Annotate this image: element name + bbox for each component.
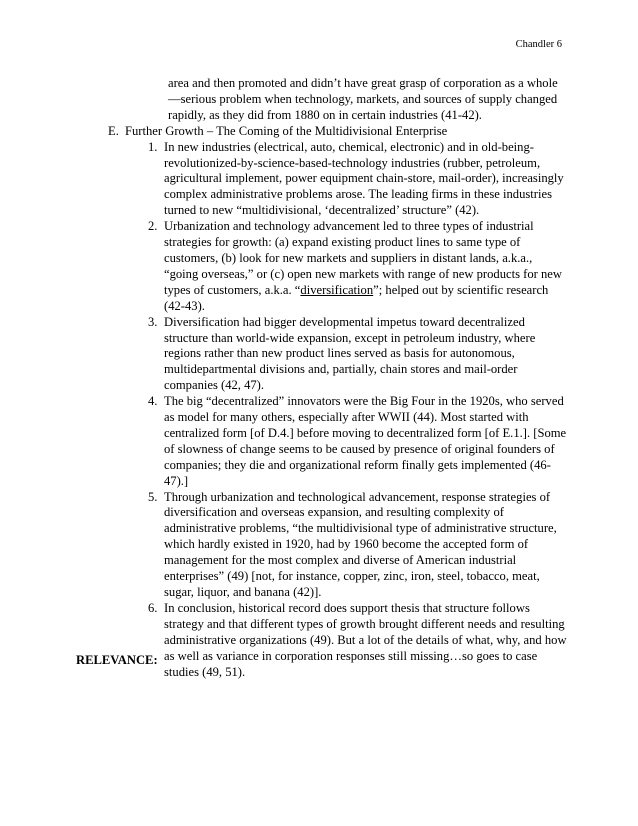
relevance-heading: RELEVANCE:: [76, 653, 158, 667]
carryover-paragraph: area and then promoted and didn’t have great grasp of corporation as a whole —serious problem when technology, markets, and sources of supply changed rapidly, as they did from 1880 on in certain industries (41-42).: [168, 76, 558, 122]
section-title: Further Growth – The Coming of the Multidivisional Enterprise: [125, 123, 448, 138]
document-body: [0, 76, 638, 680]
item-text-before: Urbanization and technology advancement led to three types of industrial strategies for growth: (a) expand existing product lines to same type of customers, (b) look for new markets and suppliers in distant lands, a.k.a., “going overseas,” or (c) open new markets with range of new products for new types of customers, a.k.a. “: [164, 219, 562, 297]
section-items: [0, 140, 638, 681]
list-item-4: [148, 394, 568, 489]
list-item-5: [148, 489, 568, 601]
item-number: 4.: [148, 394, 158, 409]
item-text: In new industries (electrical, auto, chemical, electronic) and in old-being-revolutionized-by-science-based-technology industries (rubber, petroleum, agricultural implement, power equipment chain-store, mail-order), increasingly complex administrative problems arose. The leading firms in these industries turned to new “multidivisional, ‘decentralized’ structure” (42).: [164, 139, 564, 218]
list-item-1: [148, 139, 568, 220]
list-item-2: [148, 219, 568, 314]
item-text-after: ”; helped out by scientific research (42-43).: [164, 282, 549, 313]
item-number: 3.: [148, 314, 158, 329]
item-number: 1.: [148, 139, 158, 154]
item-text: Through urbanization and technological advancement, response strategies of diversification and overseas expansion, and resulting complexity of administrative problems, “the multidivisional type of administrative structure, which hardly existed in 1920, had by 1960 become the accepted form of management for the most complex and diverse of American industrial enterprises” (49) [not, for instance, copper, zinc, iron, steel, tobacco, meat, sugar, liquor, and banana (42)].: [164, 489, 557, 599]
item-number: 2.: [148, 219, 158, 234]
item-text: The big “decentralized” innovators were the Big Four in the 1920s, who served as model for many others, especially after WWII (44). Most started with centralized form [of D.4.] before moving to decentralized form [of E.1.]. [Some of slowness of change seems to be caused by presence of original founders of companies; they die and organizational reform finally gets implemented (46-47).]: [164, 394, 567, 488]
list-item-6: [148, 600, 568, 681]
list-item-3: [148, 314, 568, 395]
page-header: Chandler 6: [515, 39, 562, 50]
item-text: Diversification had bigger developmental impetus toward decentralized structure than world-wide expansion, except in petroleum industry, where regions rather than new product lines served as basis for autonomous, multidepartmental divisions and, partially, chain stores and mail-order companies (42, 47).: [164, 314, 536, 393]
item-number: 6.: [148, 600, 158, 615]
item-text: In conclusion, historical record does support thesis that structure follows strategy and that different types of growth brought different needs and resulting administrative organizations (49). But a lot of the details of what, why, and how as well as variance in corporation responses still missing…so goes to case studies (49, 51).: [164, 600, 567, 679]
item-number: 5.: [148, 489, 158, 504]
section-label: E.: [108, 123, 119, 138]
section-heading: [108, 124, 568, 140]
underlined-term: diversification: [300, 282, 374, 297]
